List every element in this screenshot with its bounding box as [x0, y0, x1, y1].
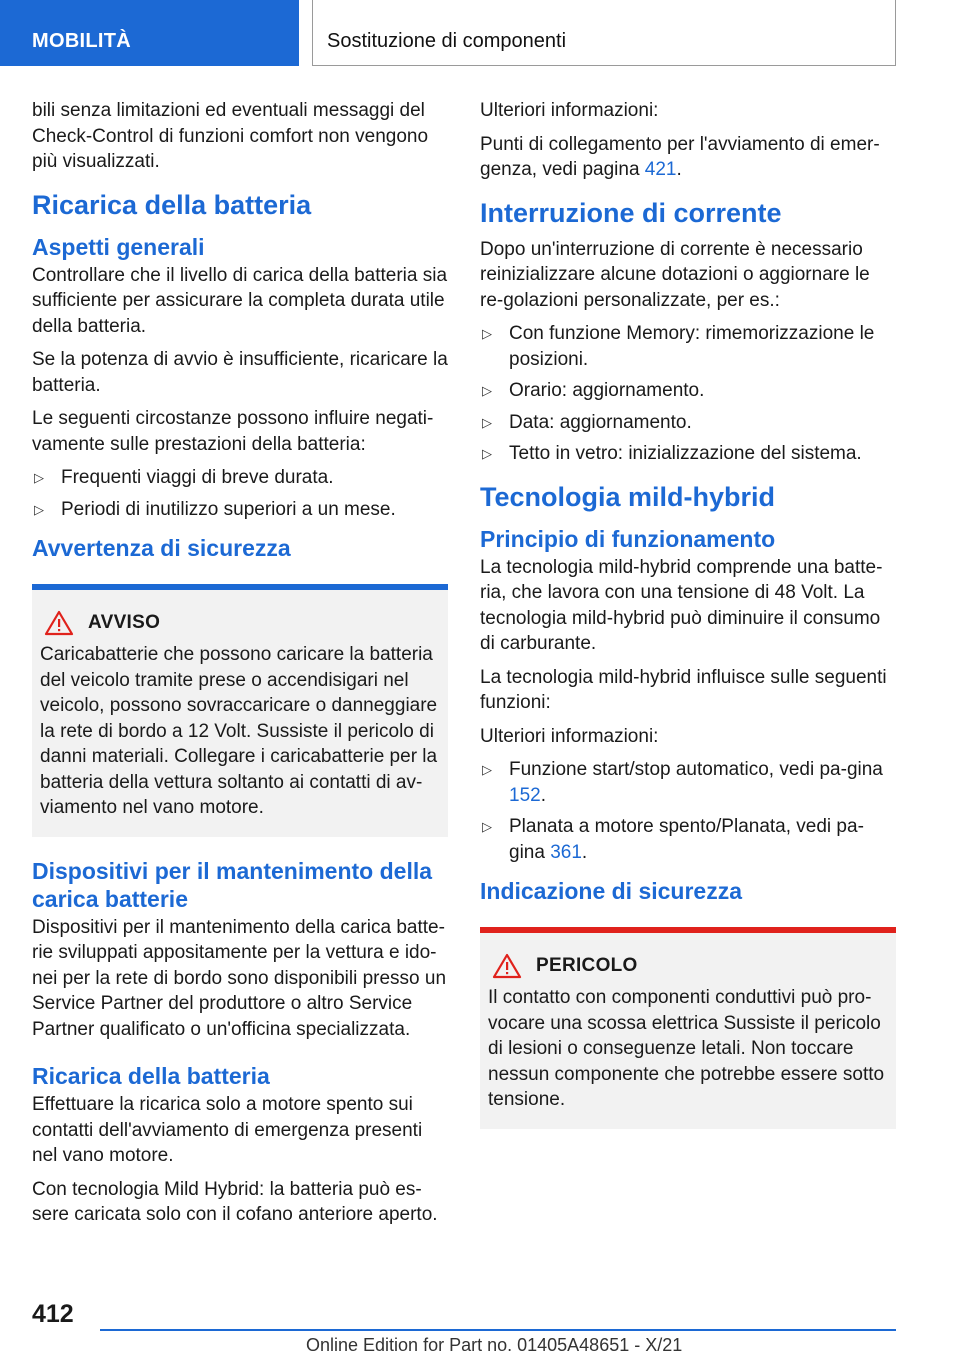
- paragraph: Controllare che il livello di carica della batteria sia sufficiente per assicurare la completa durata utile della batteria.: [32, 264, 448, 337]
- danger-title: PERICOLO: [536, 955, 638, 976]
- warning-box: [32, 584, 448, 837]
- paragraph: La tecnologia mild-hybrid comprende una batte-ria, che lavora con una tensione di 48 Volt. La tecnologia mild-hybrid può diminuire il consumo di carburante.: [480, 556, 883, 654]
- heading-charging: Ricarica della batteria: [32, 1063, 270, 1089]
- page-header: [0, 0, 960, 66]
- triangle-bullet-icon: ▷: [482, 414, 492, 430]
- paragraph: Dopo un'interruzione di corrente è necessario reinizializzare alcune dotazioni o aggiornare le re-golazioni personalizzate, per es.:: [480, 238, 870, 311]
- triangle-bullet-icon: ▷: [34, 470, 44, 485]
- heading-safety-indication: Indicazione di sicurezza: [480, 878, 743, 904]
- warning-title: AVVISO: [88, 612, 161, 633]
- paragraph: Ulteriori informazioni:: [480, 725, 659, 747]
- triangle-bullet-icon: ▷: [482, 762, 492, 777]
- danger-text: Il contatto con componenti conduttivi può pro-vocare una scossa elettrica Sussiste il pericolo di lesioni o conseguenze letali. Non toccare nessun componente che potrebbe essere sotto tensione.: [488, 987, 885, 1110]
- page-link-361[interactable]: 361: [550, 841, 582, 863]
- paragraph: Se la potenza di avvio è insufficiente, ricaricare la batteria.: [32, 349, 448, 396]
- list-item: ▷ Funzione start/stop automatico, vedi pa-gina 152.: [482, 759, 883, 806]
- bullet-list: [480, 321, 896, 467]
- paragraph: La tecnologia mild-hybrid influisce sulle seguenti funzioni:: [480, 666, 887, 713]
- heading-maintainers: Dispositivi per il mantenimento della carica batterie: [32, 857, 433, 912]
- list-item: ▷ Periodi di inutilizzo superiori a un mese.: [32, 497, 448, 523]
- page-link-421[interactable]: 421: [644, 159, 677, 180]
- paragraph: Ulteriori informazioni:: [480, 100, 659, 121]
- paragraph: Dispositivi per il mantenimento della carica batte-rie sviluppati appositamente per la vettura e ido-nei per la rete di bordo sono disponibili presso un Service Partner del produttore o altro Service Partner qualificato o un'officina specializzata.: [32, 916, 447, 1040]
- bullet-list: [32, 465, 448, 522]
- list-item: ▷ Frequenti viaggi di breve durata.: [32, 465, 448, 491]
- triangle-bullet-icon: ▷: [34, 501, 44, 517]
- heading-power-interruption: Interruzione di corrente: [480, 197, 782, 228]
- warning-text: Caricabatterie che possono caricare la batteria del veicolo tramite prese o accendisigari nel veicolo, possono sovraccaricare o danneggiare la rete di bordo a 12 Volt. Sussiste il pericolo di danni materiali. Collegare i caricabatterie per la batteria della vettura soltanto ai contatti di av-viamento nel vano motore.: [40, 644, 438, 818]
- list-item: ▷ Planata a motore spento/Planata, vedi pa-gina 361.: [482, 816, 864, 863]
- paragraph: Punti di collegamento per l'avviamento di emer-genza, vedi pagina 421.: [480, 133, 880, 180]
- page-number: 412: [32, 1300, 74, 1328]
- paragraph: Effettuare la ricarica solo a motore spento sui contatti dell'avviamento di emergenza presenti nel vano motore.: [32, 1094, 423, 1166]
- section-label: MOBILITÀ: [0, 0, 299, 66]
- triangle-bullet-icon: ▷: [482, 383, 492, 398]
- heading-principle: Principio di funzionamento: [480, 525, 776, 552]
- left-column: [32, 98, 448, 1236]
- warning-triangle-icon: [492, 953, 522, 979]
- list-item: ▷ Con funzione Memory: rimemorizzazione le posizioni.: [482, 323, 875, 370]
- list-item: ▷ Tetto in vetro: inizializzazione del sistema.: [480, 441, 896, 467]
- bullet-list: [480, 757, 896, 865]
- list-item: ▷ Data: aggiornamento.: [480, 410, 896, 436]
- heading-general: Aspetti generali: [32, 233, 205, 260]
- triangle-bullet-icon: ▷: [482, 819, 492, 834]
- right-column: [480, 98, 896, 1137]
- footer-edition: Online Edition for Part no. 01405A48651 - X/21: [306, 1335, 683, 1355]
- triangle-bullet-icon: ▷: [482, 326, 492, 341]
- chapter-title: Sostituzione di componenti: [312, 0, 896, 66]
- heading-mild-hybrid: Tecnologia mild-hybrid: [480, 481, 776, 512]
- warning-triangle-icon: [44, 610, 74, 636]
- footer-divider: [100, 1329, 896, 1331]
- triangle-bullet-icon: ▷: [482, 446, 492, 461]
- list-item: ▷ Orario: aggiornamento.: [480, 378, 896, 404]
- danger-box: [480, 927, 896, 1129]
- intro-paragraph: bili senza limitazioni ed eventuali messaggi del Check-Control di funzioni comfort non vengono più visualizzati.: [32, 100, 429, 172]
- page-link-152[interactable]: 152: [509, 784, 541, 806]
- paragraph: Con tecnologia Mild Hybrid: la batteria può es-sere caricata solo con il cofano anteriore aperto.: [32, 1178, 438, 1225]
- heading-safety-warning: Avvertenza di sicurezza: [32, 535, 291, 561]
- heading-battery-charge: Ricarica della batteria: [32, 189, 312, 220]
- paragraph: Le seguenti circostanze possono influire negati-vamente sulle prestazioni della batteria:: [32, 408, 434, 455]
